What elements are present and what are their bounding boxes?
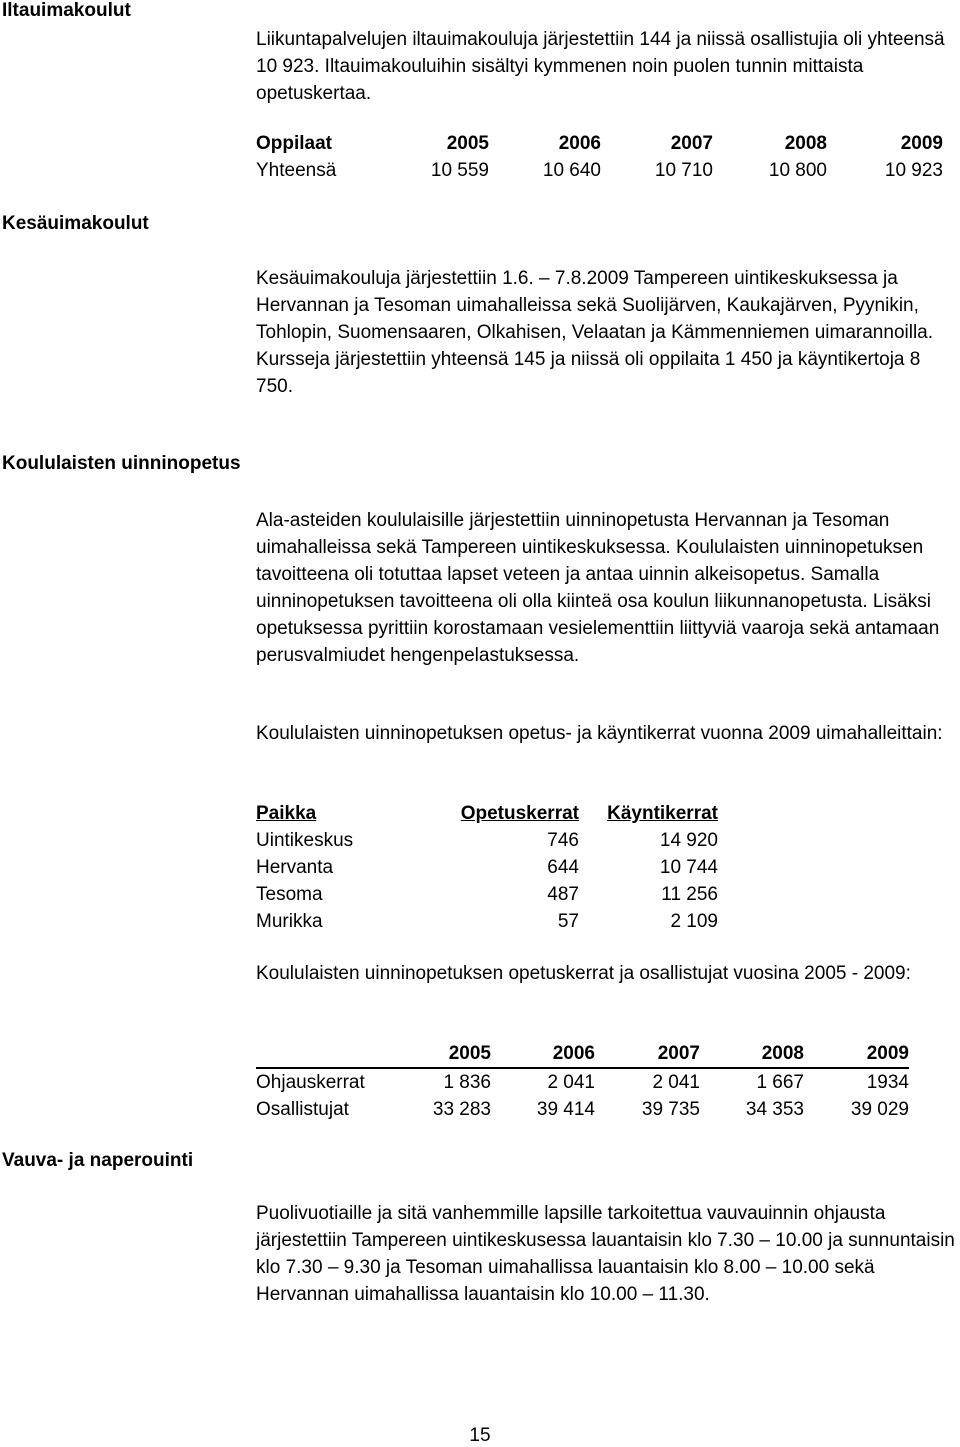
table-cell: Osallistujat	[256, 1099, 349, 1120]
table-vuosittain	[256, 1040, 909, 1123]
table-cell: 10 559	[430, 160, 489, 181]
heading-vauva-ja-naperouinti: Vauva- ja naperouinti	[2, 1150, 194, 1171]
table-header-cell: Käyntikerrat	[607, 803, 718, 824]
table-cell: 487	[547, 884, 579, 905]
caption-opetuskerrat-osallistujat: Koululaisten uinninopetuksen opetuskerrat ja osallistujat vuosina 2005 - 2009:	[256, 963, 911, 984]
paragraph-koululaisten: Ala-asteiden koululaisille järjestettiin uinninopetusta Hervannan ja Tesoman uimahalleissa sekä Tampereen uintikeskuksessa. Koululaisten uinninopetuksen tavoitteena oli totuttaa lapset veteen ja antaa uinnin alkeisopetus. Samalla uinninopetuksen tavoitteena oli olla kiinteä osa koulun liikunnanopetusta. Lisäksi opetuksessa pyrittiin korostamaan vesielementtiin liittyviä vaaroja sekä antamaan perusvalmiudet hengenpelastuksessa.	[256, 510, 940, 666]
table-header-cell: 2008	[784, 133, 827, 154]
table-cell: 2 041	[547, 1072, 595, 1093]
table-cell: Tesoma	[256, 884, 323, 905]
table-row	[256, 1096, 909, 1123]
table-row	[256, 827, 718, 854]
caption-opetus-kayntikerrat: Koululaisten uinninopetuksen opetus- ja käyntikerrat vuonna 2009 uimahalleittain:	[256, 723, 943, 744]
table-header-cell: 2009	[900, 133, 943, 154]
table-row	[256, 908, 718, 935]
table-cell: Murikka	[256, 911, 323, 932]
table-header-cell: 2006	[558, 133, 601, 154]
table-row	[256, 157, 943, 184]
table-iltauimakoulut-oppilaat	[256, 130, 943, 184]
table-header-cell: 2005	[446, 133, 489, 154]
table-header-cell: 2008	[700, 1040, 804, 1068]
table-cell: 14 920	[659, 830, 718, 851]
page-number: 15	[469, 1425, 491, 1446]
table-header-cell: 2009	[804, 1040, 909, 1068]
table-cell: 10 800	[768, 160, 827, 181]
paragraph-kesauimakoulut: Kesäuimakouluja järjestettiin 1.6. – 7.8.2009 Tampereen uintikeskuksessa ja Hervannan ja Tesoman uimahalleissa sekä Suolijärven, Kaukajärven, Pyynikin, Tohlopin, Suomensaaren, Olkahisen, Velaatan ja Kämmenniemen uimarannoilla. Kursseja järjestettiin yhteensä 145 ja niissä oli oppilaita 1 450 ja käyntikertoja 8 750.	[256, 268, 934, 397]
table-header-row	[256, 130, 943, 157]
table-cell: 746	[547, 830, 579, 851]
table-cell: Hervanta	[256, 857, 334, 878]
table-cell: 1934	[866, 1072, 909, 1093]
paragraph-iltauimakoulut: Liikuntapalvelujen iltauimakouluja järjestettiin 144 ja niissä osallistujia oli yhteensä 10 923. Iltauimakouluihin sisältyi kymmenen noin puolen tunnin mittaista opetuskertaa.	[256, 29, 945, 104]
table-row	[256, 1068, 909, 1096]
table-header-cell: 2005	[391, 1040, 491, 1068]
table-cell: 57	[557, 911, 579, 932]
heading-iltauimakoulut: Iltauimakoulut	[2, 0, 131, 21]
table-header-cell: Oppilaat	[256, 133, 333, 154]
table-header-cell: Opetuskerrat	[460, 803, 579, 824]
paragraph-vauvauinti: Puolivuotiaille ja sitä vanhemmille lapsille tarkoitettua vauvauinnin ohjausta järjestettiin Tampereen uintikeskusessa lauantaisin klo 7.30 – 10.00 ja sunnuntaisin klo 7.30 – 9.30 ja Tesoman uimahallissa lauantaisin klo 8.00 – 10.00 sekä Hervannan uimahallissa lauantaisin klo 10.00 – 11.30.	[256, 1203, 955, 1305]
table-header-cell	[256, 1040, 391, 1068]
heading-koululaisten-uinninopetus: Koululaisten uinninopetus	[2, 453, 241, 474]
table-cell: 2 041	[652, 1072, 700, 1093]
table-cell: 10 710	[654, 160, 713, 181]
table-uimahalleittain	[256, 800, 718, 935]
table-row	[256, 854, 718, 881]
table-header-cell: 2007	[595, 1040, 700, 1068]
table-cell: Ohjauskerrat	[256, 1072, 365, 1093]
table-header-cell: 2006	[491, 1040, 595, 1068]
table-cell: 644	[547, 857, 579, 878]
heading-kesauimakoulut: Kesäuimakoulut	[2, 213, 149, 234]
table-cell: 34 353	[745, 1099, 804, 1120]
table-cell: 1 836	[443, 1072, 491, 1093]
table-cell: 11 256	[661, 884, 718, 905]
table-cell: 39 735	[641, 1099, 700, 1120]
table-cell: 10 640	[542, 160, 601, 181]
table-header-cell: 2007	[670, 133, 713, 154]
table-header-cell: Paikka	[256, 803, 317, 824]
table-cell: Yhteensä	[256, 160, 337, 181]
table-cell: 1 667	[756, 1072, 804, 1093]
table-cell: 2 109	[670, 911, 718, 932]
table-header-row	[256, 1040, 909, 1068]
table-row	[256, 881, 718, 908]
table-cell: 10 923	[884, 160, 943, 181]
table-cell: 39 414	[536, 1099, 595, 1120]
table-cell: 10 744	[659, 857, 718, 878]
table-cell: 33 283	[432, 1099, 491, 1120]
table-header-row	[256, 800, 718, 827]
table-cell: 39 029	[850, 1099, 909, 1120]
table-cell: Uintikeskus	[256, 830, 354, 851]
